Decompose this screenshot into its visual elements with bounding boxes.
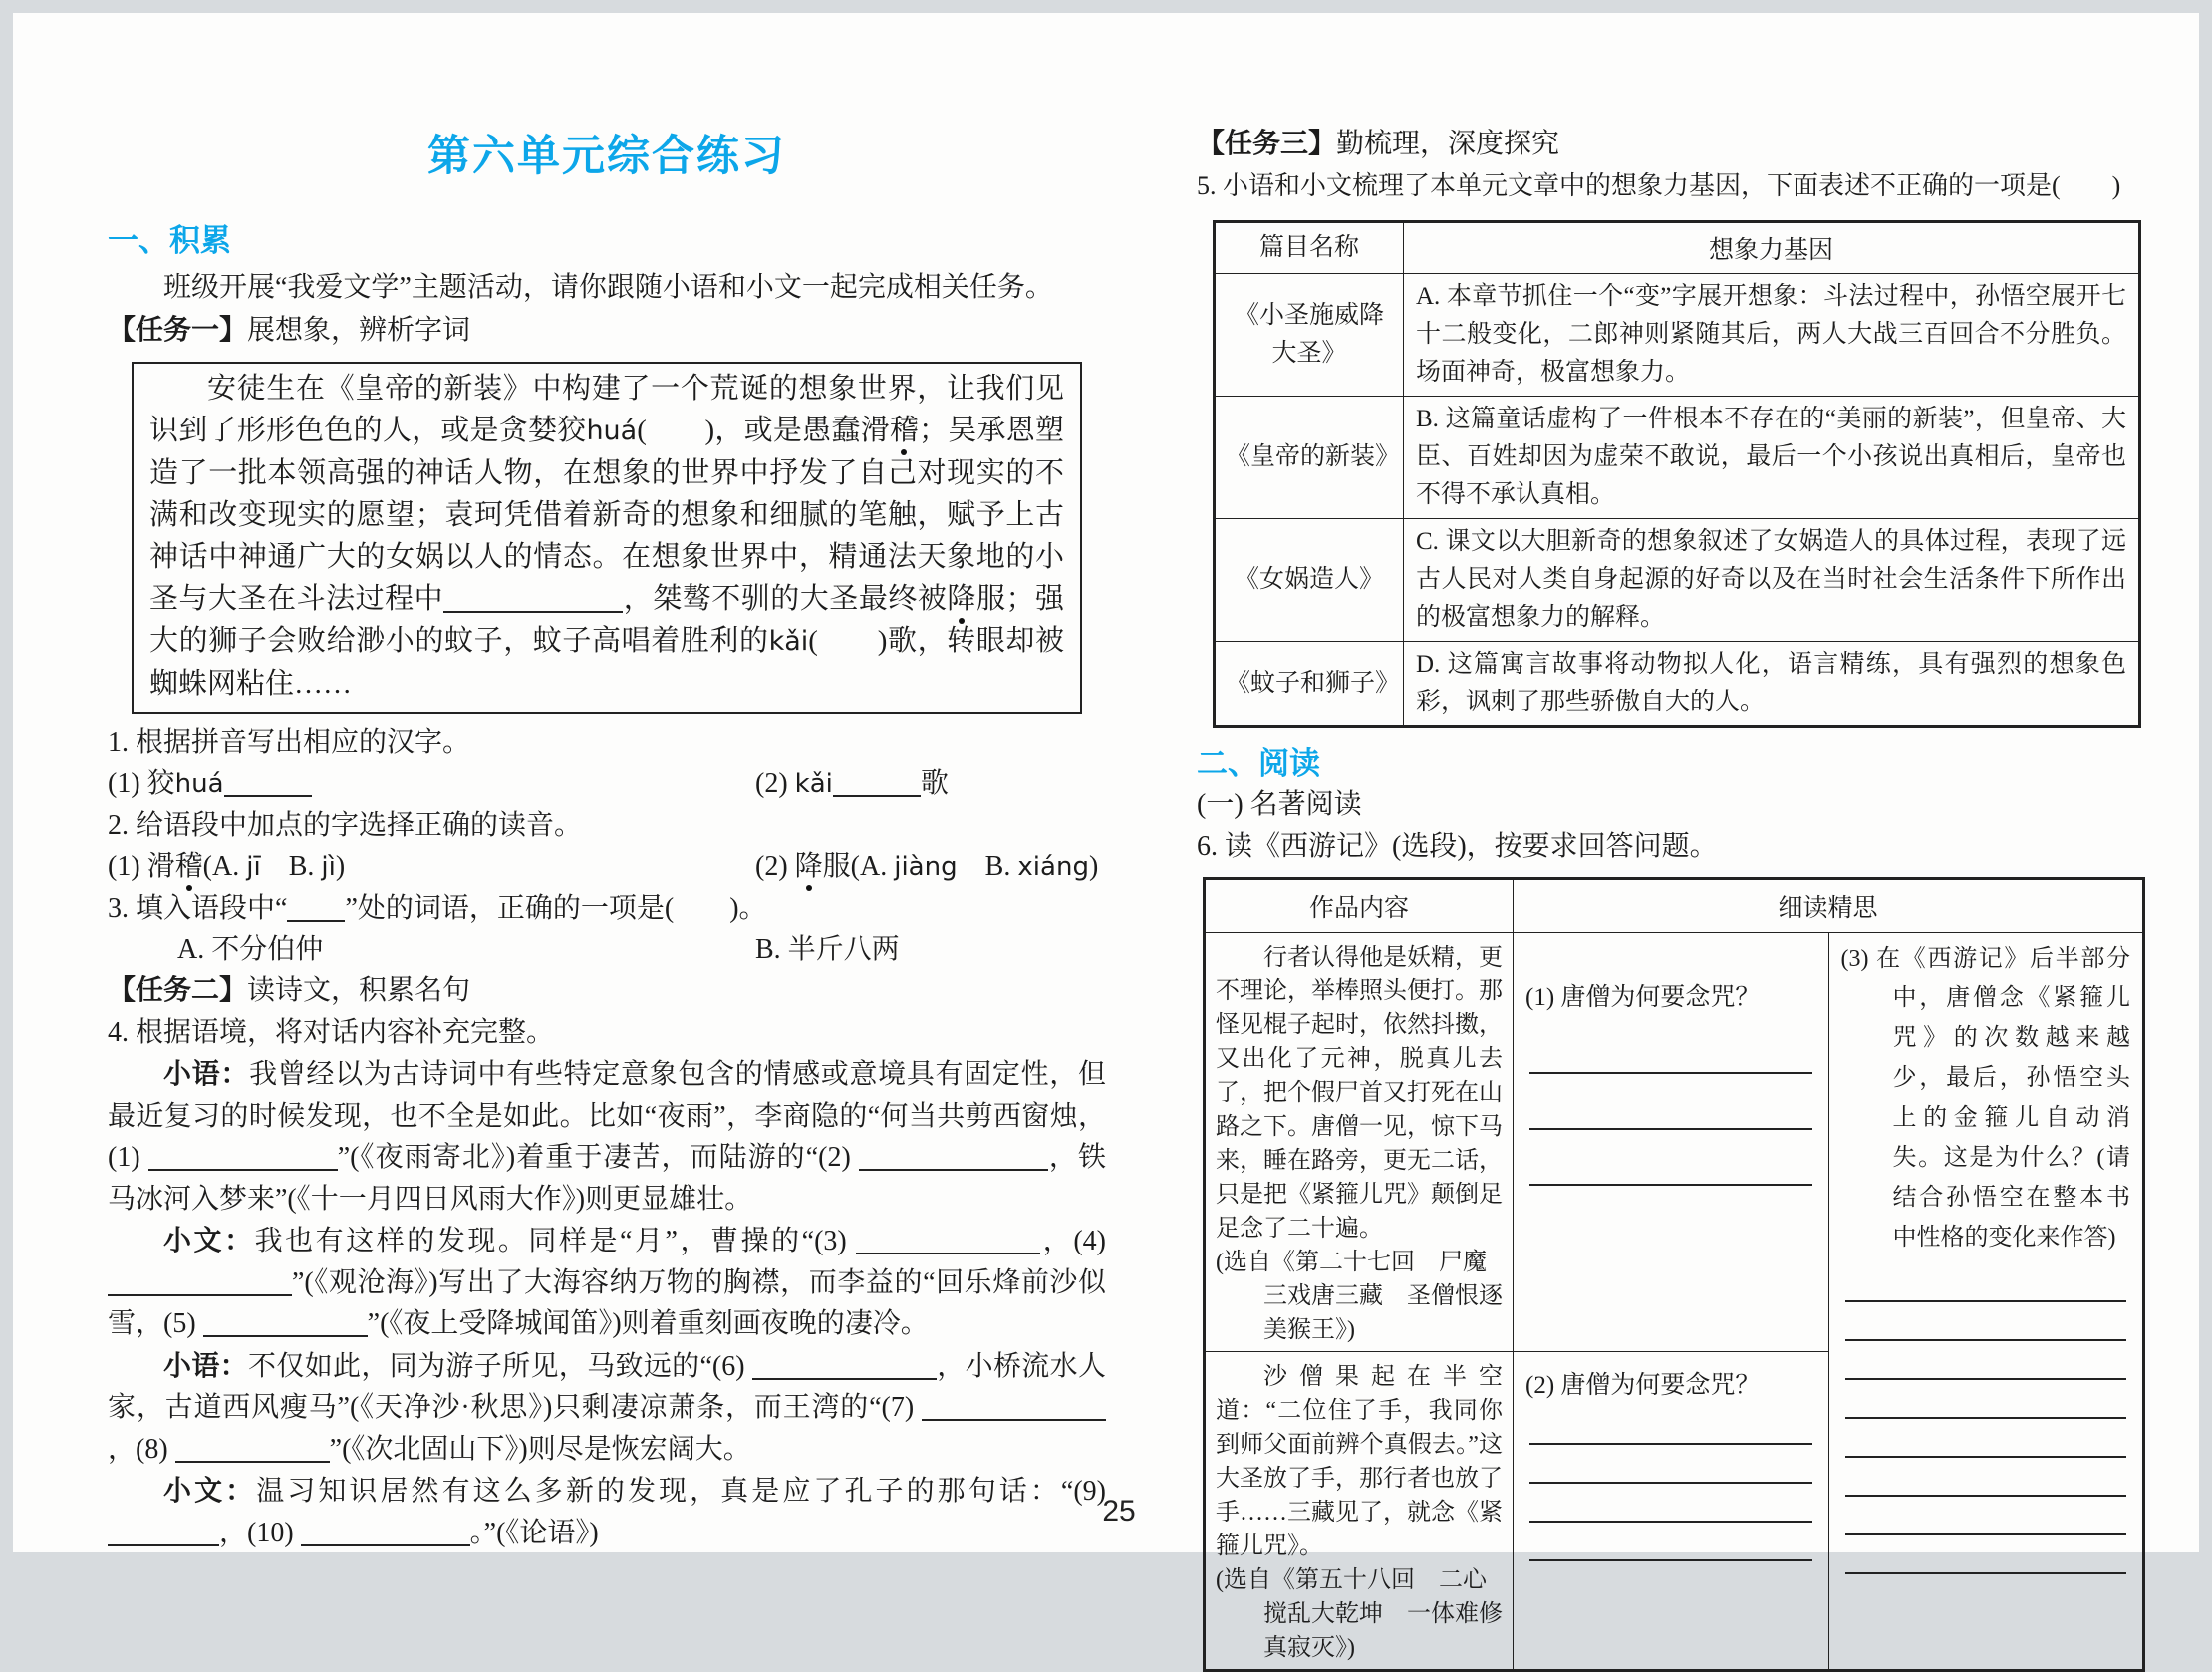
section-heading-accumulate: 一、积累 [108,223,231,258]
answer-line [1845,1380,2127,1419]
emphasized-char: 稽 [174,851,203,882]
imagination-gene-table [1213,220,2141,728]
question-3-options [108,929,1106,970]
answer-line [1845,1341,2127,1380]
pinyin-text: jī [246,852,261,882]
pinyin-text: huá [586,416,638,446]
fill-in-blank [224,767,312,797]
subsection-famous-works: (一) 名著阅读 [1197,789,1362,820]
emphasized-char: 稽 [889,415,920,446]
task1-heading: 【任务一】展想象，辨析字词 [108,314,471,346]
option-b-text: B. 这篇童话虚构了一件根本不存在的“美丽的新装”，但皇帝、大臣、百姓却因为虚荣不敢说，最后一个小孩说出真相后，皇帝也不得不承认真相。 [1404,397,2140,519]
fill-in-blank [148,1141,338,1171]
pinyin-text: jì [321,852,336,882]
dialogue-xiaoyu-1: 小语：我曾经以为古诗词中有些特定意象包含的情感或意境具有固定性，但最近复习的时候发现，也不全是如此。比如“夜雨”，李商隐的“何当共剪西窗烛，(1) ”(《夜雨寄北》)着重于凄苦，而陆游的“(2) ，铁马冰河入梦来”(《十一月四日风雨大作》)则更显雄壮。 [108,1058,1106,1215]
question-3-option-b: B. 半斤八两 [755,934,900,965]
work-title: 《小圣施威降大圣》 [1215,274,1404,397]
fill-in-blank [752,1350,937,1380]
excerpt-text: 沙僧果起在半空道：“二位住了手，我同你到师父面前辨个真假去。”这大圣放了手，那行者也放了手……三藏见了，就念《紧箍儿咒》。 [1216,1364,1503,1559]
fill-in-blank [856,1225,1040,1254]
table2-header-reflection: 细读精思 [1514,879,2144,933]
sub-question-3: (3) 在《西游记》后半部分中，唐僧念《紧箍儿咒》的次数越来越少，最后，孙悟空头上的金箍儿自动消失。这是为什么？(请结合孙悟空在整本书中性格的变化来作答) [1840,946,2130,1251]
pinyin-text: kǎi [768,626,809,657]
pinyin-text: xiáng [1017,852,1089,882]
question-5-stem: 5. 小语和小文梳理了本单元文章中的想象力基因，下面表述不正确的一项是( ) [1197,171,2121,200]
pinyin-text: kǎi [794,769,833,799]
question-3-stem: 3. 填入语段中“ ”处的词语，正确的一项是( )。 [108,893,767,924]
task3-heading: 【任务三】勤梳理，深度探究 [1197,128,1560,159]
answer-line [1529,1018,1812,1074]
emphasized-char: 降 [947,583,976,615]
excerpt-citation: (选自《第二十七回 尸魔三戏唐三藏 圣僧恨逐美猴王》) [1216,1250,1503,1343]
answer-line [1529,1445,1812,1484]
bold-label: 【任务一】 [108,314,248,345]
bold-label: 小文： [163,1475,257,1506]
question-2-item-2: (2) 降服(A. jiàng B. xiáng) [755,851,1099,882]
bold-label: 【任务二】 [108,975,248,1005]
work-title: 《皇帝的新装》 [1215,397,1404,519]
answer-line [1845,1302,2127,1341]
work-title: 《蚊子和狮子》 [1215,642,1404,727]
emphasized-char: 降 [794,851,823,882]
table-row [1215,274,2140,397]
question-2-stem: 2. 给语段中加点的字选择正确的读音。 [108,810,583,841]
option-d-text: D. 这篇寓言故事将动物拟人化，语言精练，具有强烈的想象色彩，讽刺了那些骄傲自大的人。 [1404,642,2140,727]
sub-question-1: (1) 唐僧为何要念咒？ [1525,984,1761,1011]
answer-line [1529,1074,1812,1130]
excerpt-chapter-27 [1205,933,1514,1352]
answer-line [1845,1535,2127,1574]
table-row [1215,397,2140,519]
bold-label: 【任务三】 [1197,128,1337,158]
page-title: 第六单元综合练习 [427,133,786,180]
fill-in-blank [922,1391,1106,1421]
table-row [1205,933,2144,1352]
right-column [1197,13,2155,1672]
fill-in-blank [859,1141,1048,1171]
section-heading-reading: 二、阅读 [1197,746,1320,781]
table2-header-content: 作品内容 [1205,879,1514,933]
bold-label: 小文： [163,1225,255,1255]
work-title: 《女娲造人》 [1215,519,1404,642]
question-2-items [108,846,1106,888]
table-row [1215,519,2140,642]
journey-west-table [1203,877,2145,1672]
option-c-text: C. 课文以大胆新奇的想象叙述了女娲造人的具体过程，表现了远古人民对人类自身起源的好奇以及在当时社会生活条件下所作出的极富想象力的解释。 [1404,519,2140,642]
intro-paragraph: 班级开展“我爱文学”主题活动，请你跟随小语和小文一起完成相关任务。 [163,272,1053,303]
reading-passage-box: 安徒生在《皇帝的新装》中构建了一个荒诞的想象世界，让我们见识到了形形色色的人，或是贪婪狡huá( )，或是愚蠢滑稽；吴承恩塑造了一批本领高强的神话人物，在想象的世界中抒发了自己对现实的不满和改变现实的愿望；袁珂凭借着新奇的想象和细腻的笔触，赋予上古神话中神通广大的女娲以人的情态。在想象世界中，精通法天象地的小圣与大圣在斗法过程中 ，桀骜不驯的大圣最终被降服；强大的狮子会败给渺小的蚊子，蚊子高唱着胜利的kǎi( )歌，转眼却被蜘蛛网粘住…… [132,362,1082,714]
answer-line [1529,1406,1812,1445]
excerpt-citation: (选自《第五十八回 二心搅乱大乾坤 一体难修真寂灭》) [1216,1567,1503,1661]
question-4-stem: 4. 根据语境，将对话内容补充完整。 [108,1017,555,1048]
sub-question-2: (2) 唐僧为何要念咒？ [1525,1372,1761,1399]
dialogue-xiaoyu-2: 小语：不仅如此，同为游子所见，马致远的“(6) ，小桥流水人家，古道西风瘦马”(《天净沙·秋思》)只剩凄凉萧条，而王湾的“(7) ，(8) ”(《次北固山下》)则尽是恢宏阔大。 [108,1349,1106,1465]
question-1-items [108,763,1106,805]
question-1-item-1: (1) 狡huá [108,763,755,805]
answer-line [1845,1419,2127,1458]
question-6-stem: 6. 读《西游记》(选段)，按要求回答问题。 [1197,831,1718,862]
fill-in-blank [443,582,623,613]
task2-heading: 【任务二】读诗文，积累名句 [108,975,471,1006]
bold-label: 小语： [163,1058,250,1089]
table-header-row [1215,222,2140,274]
question-1-stem: 1. 根据拼音写出相应的汉字。 [108,727,471,758]
dialogue-xiaowen-2: 小文：温习知识居然有这么多新的发现，真是应了孔子的那句话：“(9) ，(10) 。”(《论语》) [108,1470,1106,1553]
left-column [108,13,1106,1553]
pinyin-text: huá [174,769,224,799]
answer-line [1845,1263,2127,1302]
table-row [1215,642,2140,727]
answer-line [1845,1458,2127,1497]
sub-question-1-cell [1514,933,1829,1352]
fill-in-blank [287,892,345,922]
option-a-text: A. 本章节抓住一个“变”字展开想象：斗法过程中，孙悟空展开七十二般变化，二郎神则紧随其后，两人大战三百回合不分胜负。场面神奇，极富想象力。 [1404,274,2140,397]
question-2-item-1: (1) 滑稽(A. jī B. jì) [108,851,346,882]
excerpt-text: 行者认得他是妖精，更不理论，举棒照头便打。那怪见棍子起时，依然抖擞，又出化了元神，脱真儿去了，把个假尸首又打死在山路之下。唐僧一见，惊下马来，睡在路旁，更无二话，只是把《紧箍儿咒》颠倒足足念了二十遍。 [1216,945,1503,1242]
page-number: 25 [1102,1495,1136,1528]
worksheet-page [13,13,2199,1661]
question-1-item-2: (2) kǎi 歌 [755,768,949,799]
table-header-row [1205,879,2144,933]
sub-question-3-cell [1828,933,2144,1671]
fill-in-blank [108,1266,292,1296]
fill-in-blank [175,1433,330,1463]
answer-line [1529,1130,1812,1186]
fill-in-blank [203,1307,368,1337]
pinyin-text: jiàng [894,852,958,882]
fill-in-blank [833,767,921,797]
dialogue-xiaowen-1: 小文：我也有这样的发现。同样是“月”，曹操的“(3) ，(4) ”(《观沧海》)写出了大海容纳万物的胸襟，而李益的“回乐烽前沙似雪，(5) ”(《夜上受降城闻笛》)则着重刻画夜晚的凄冷。 [108,1225,1106,1339]
table1-header-title: 篇目名称 [1215,222,1404,274]
table1-header-gene: 想象力基因 [1404,222,2140,274]
question-3-option-a: A. 不分伯仲 [177,934,324,965]
bold-label: 小语： [163,1349,249,1381]
